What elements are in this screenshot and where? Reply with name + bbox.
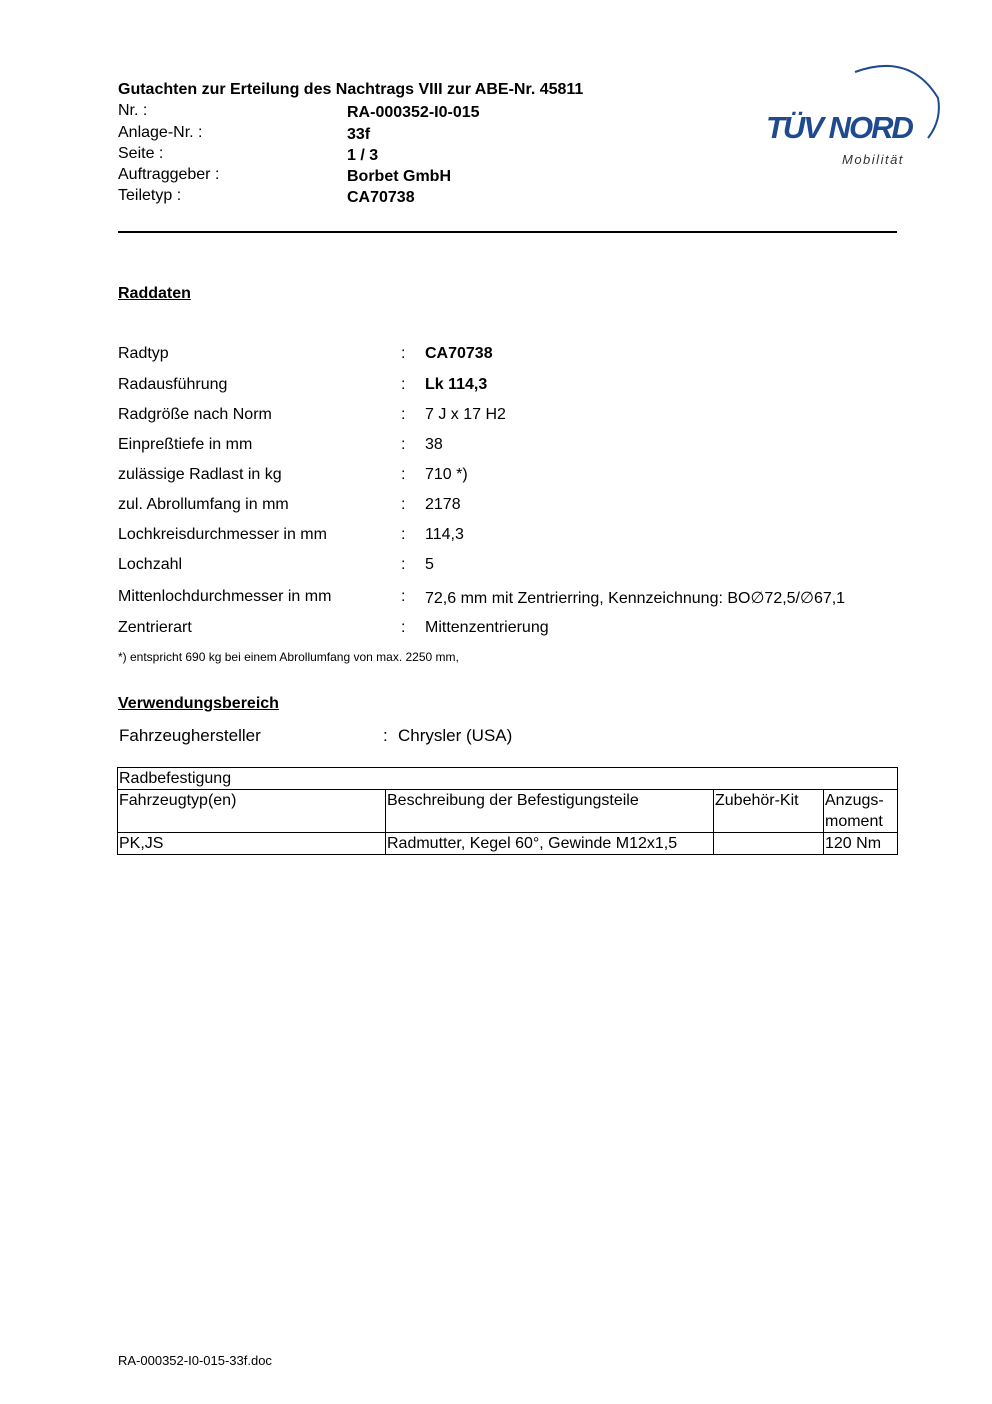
table-caption-row — [118, 768, 898, 790]
data-row — [118, 496, 918, 518]
table-cell: Radmutter, Kegel 60°, Gewinde M12x1,5 — [386, 833, 714, 855]
header-field-label: Anlage-Nr. : — [118, 124, 203, 141]
data-label: Radtyp — [118, 345, 169, 362]
data-value: Mittenzentrierung — [425, 619, 549, 636]
fastening-table — [117, 767, 898, 855]
data-label: zul. Abrollumfang in mm — [118, 496, 289, 513]
header-field-value: Borbet GmbH — [347, 168, 451, 185]
header-field-value: 33f — [347, 126, 371, 143]
header-field-label: Teiletyp : — [118, 187, 182, 204]
data-label: Mittenlochdurchmesser in mm — [118, 588, 332, 605]
table-cell — [714, 833, 824, 855]
header-field-value: CA70738 — [347, 189, 415, 206]
data-separator: : — [401, 556, 406, 573]
logo-sub: Mobilität — [842, 152, 904, 167]
header-field-label: Auftraggeber : — [118, 166, 220, 183]
header-field-value: 1 / 3 — [347, 147, 379, 164]
section-heading-verwendungsbereich: Verwendungsbereich — [118, 695, 279, 712]
header-field-label: Seite : — [118, 145, 164, 162]
data-row — [118, 376, 918, 398]
table-cell: PK,JS — [118, 833, 386, 855]
data-separator: : — [401, 496, 406, 513]
data-value: CA70738 — [425, 345, 493, 362]
data-label: Radgröße nach Norm — [118, 406, 272, 423]
table-header-cell: Beschreibung der Befestigungsteile — [386, 790, 714, 833]
footer-filename: RA-000352-I0-015-33f.doc — [118, 1353, 272, 1368]
header-divider — [118, 231, 897, 233]
data-row — [118, 588, 918, 610]
footnote: *) entspricht 690 kg bei einem Abrollumfang von max. 2250 mm, — [118, 650, 459, 664]
data-separator: : — [401, 436, 406, 453]
data-label: Lochzahl — [118, 556, 183, 573]
header-field-value: RA-000352-I0-015 — [347, 104, 480, 121]
data-value: 2178 — [425, 496, 461, 513]
data-value: 710 *) — [425, 466, 468, 483]
table-caption: Radbefestigung — [118, 768, 898, 790]
data-separator: : — [401, 345, 406, 362]
data-value: 7 J x 17 H2 — [425, 406, 506, 423]
table-header-row — [118, 790, 898, 833]
data-separator: : — [401, 406, 406, 423]
table-cell: 120 Nm — [824, 833, 898, 855]
data-row — [118, 406, 918, 428]
data-row — [118, 526, 918, 548]
data-label: zulässige Radlast in kg — [118, 466, 282, 483]
data-value: 38 — [425, 436, 443, 453]
data-separator: : — [401, 526, 406, 543]
data-row — [118, 466, 918, 488]
data-row — [118, 619, 918, 641]
manufacturer-value: Chrysler (USA) — [398, 726, 513, 745]
tuv-nord-logo — [760, 58, 945, 173]
manufacturer-row — [119, 726, 619, 748]
data-row — [118, 345, 918, 367]
data-row — [118, 436, 918, 458]
manufacturer-label: Fahrzeughersteller — [119, 726, 261, 745]
data-value: 5 — [425, 556, 434, 573]
data-separator: : — [401, 619, 406, 636]
data-value: 72,6 mm mit Zentrierring, Kennzeichnung: BO∅72,5/∅67,1 — [425, 590, 846, 607]
logo-brand: TÜV NORD — [766, 110, 912, 145]
data-separator: : — [401, 376, 406, 393]
data-label: Radausführung — [118, 376, 228, 393]
table-row — [118, 833, 898, 855]
data-separator: : — [401, 588, 406, 605]
manufacturer-separator: : — [383, 726, 388, 745]
data-row — [118, 556, 918, 578]
section-heading-raddaten: Raddaten — [118, 285, 191, 302]
data-label: Zentrierart — [118, 619, 192, 636]
data-label: Einpreßtiefe in mm — [118, 436, 253, 453]
table-header-cell: Anzugs- moment — [824, 790, 898, 833]
data-value: Lk 114,3 — [425, 376, 488, 393]
table-header-cell: Zubehör-Kit — [714, 790, 824, 833]
data-label: Lochkreisdurchmesser in mm — [118, 526, 327, 543]
data-value: 114,3 — [425, 526, 464, 543]
data-separator: : — [401, 466, 406, 483]
header-field-label: Nr. : — [118, 102, 148, 119]
table-header-cell: Fahrzeugtyp(en) — [118, 790, 386, 833]
document-title: Gutachten zur Erteilung des Nachtrags VIII zur ABE-Nr. 45811 — [118, 81, 584, 98]
